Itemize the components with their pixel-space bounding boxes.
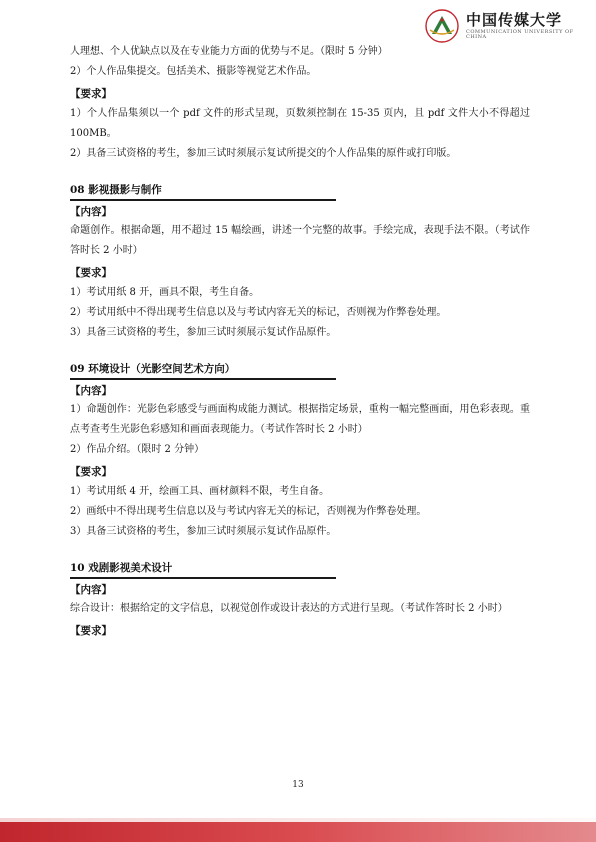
- requirement-label: 【要求】: [70, 88, 112, 100]
- paragraph: 命题创作。根据命题，用不超过 15 幅绘画，讲述一个完整的故事。手绘完成，表现手法不限。（考试作答时长 2 小时）: [70, 225, 530, 256]
- content-label: 【内容】: [70, 206, 112, 218]
- section-title: 08 影视摄影与制作: [70, 184, 162, 196]
- page-number: 13: [292, 780, 304, 790]
- paragraph: 3）具备三试资格的考生，参加三试时须展示复试作品原件。: [70, 526, 337, 537]
- content-label: 【内容】: [70, 584, 112, 596]
- section-underline: [70, 577, 336, 579]
- paragraph: 2）个人作品集提交。包括美术、摄影等视觉艺术作品。: [70, 66, 317, 77]
- paragraph: 2）考试用纸中不得出现考生信息以及与考试内容无关的标记，否则视为作弊卷处理。: [70, 307, 447, 318]
- paragraph: 3）具备三试资格的考生，参加三试时须展示复试作品原件。: [70, 327, 337, 338]
- logo-name-en: COMMUNICATION UNIVERSITY OF CHINA: [466, 28, 574, 40]
- paragraph: 1）考试用纸 8 开，画具不限，考生自备。: [70, 287, 260, 298]
- section-heading: [70, 361, 336, 400]
- section-title: 09 环境设计（光影空间艺术方向）: [70, 363, 236, 375]
- paragraph: 1）命题创作：光影色彩感受与画面构成能力测试。根据指定场景，重构一幅完整画面，用色彩表现。重点考查考生光影色彩感知和画面表现能力。（考试作答时长 2 小时）: [70, 404, 530, 435]
- requirement-label: 【要求】: [70, 267, 112, 279]
- content-label: 【内容】: [70, 385, 112, 397]
- paragraph: 2）具备三试资格的考生，参加三试时须展示复试所提交的个人作品集的原件或打印版。: [70, 148, 457, 159]
- paragraph: 综合设计：根据给定的文字信息，以视觉创作或设计表达的方式进行呈现。（考试作答时长 2 小时）: [70, 603, 508, 614]
- paragraph: 2）作品介绍。（限时 2 分钟）: [70, 444, 205, 455]
- section-heading: [70, 182, 336, 221]
- paragraph: 2）画纸中不得出现考生信息以及与考试内容无关的标记，否则视为作弊卷处理。: [70, 506, 427, 517]
- section-heading: [70, 560, 336, 599]
- requirement-label: 【要求】: [70, 625, 112, 637]
- paragraph: 1）考试用纸 4 开，绘画工具、画材颜料不限，考生自备。: [70, 486, 330, 497]
- university-emblem-icon: [424, 8, 460, 44]
- page-body: [70, 42, 530, 641]
- paragraph: 1）个人作品集须以一个 pdf 文件的形式呈现，页数须控制在 15-35 页内，且 pdf 文件大小不得超过 100MB。: [70, 108, 530, 139]
- section-title: 10 戏剧影视美术设计: [70, 562, 173, 574]
- section-underline: [70, 378, 336, 380]
- requirement-label: 【要求】: [70, 466, 112, 478]
- logo-name-cn: 中国传媒大学: [466, 10, 563, 29]
- section-underline: [70, 199, 336, 201]
- university-logo: [424, 8, 584, 44]
- footer-band: [0, 822, 596, 842]
- paragraph: 人理想、个人优缺点以及在专业能力方面的优势与不足。（限时 5 分钟）: [70, 46, 388, 57]
